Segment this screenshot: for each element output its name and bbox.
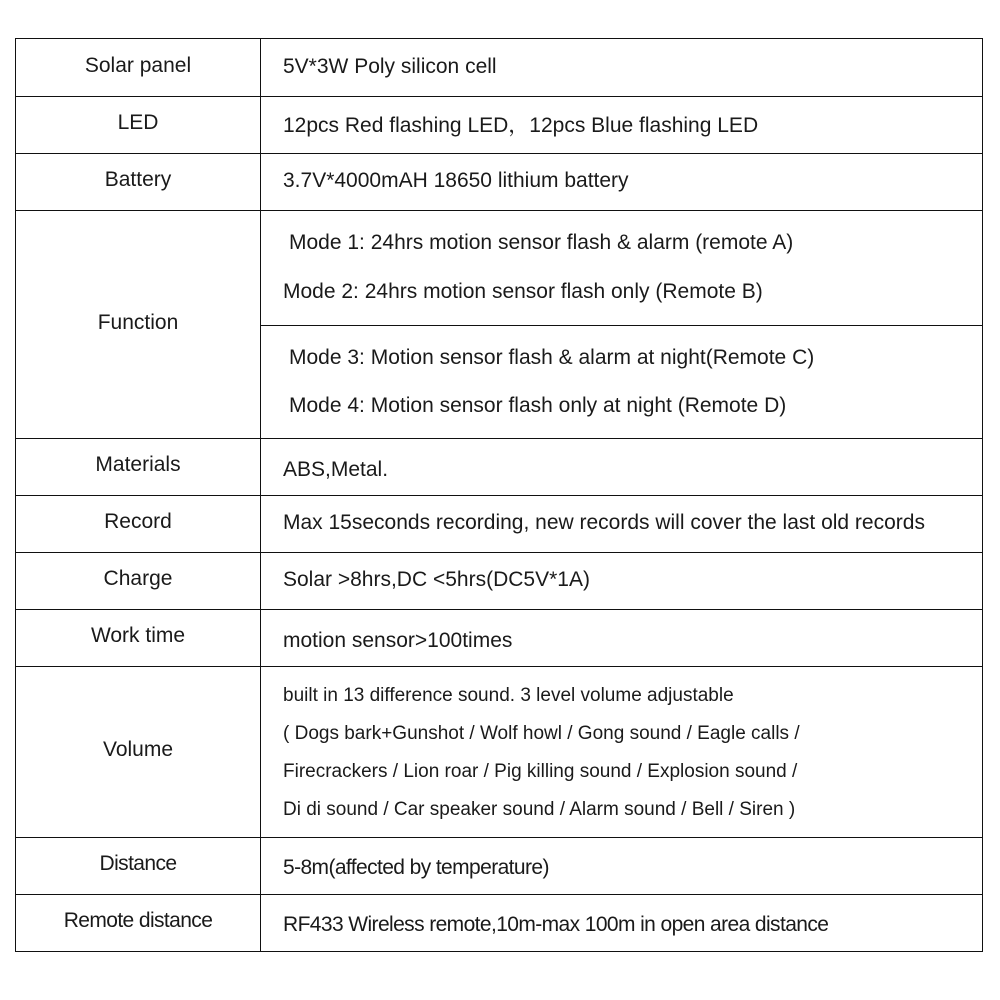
spec-value: 5-8m(affected by temperature): [283, 856, 549, 879]
spec-row-distance: [16, 837, 982, 894]
spec-label: Volume: [16, 667, 261, 837]
spec-row-materials: [16, 438, 982, 495]
spec-row-charge: [16, 552, 982, 609]
volume-line: Di di sound / Car speaker sound / Alarm sound / Bell / Siren ): [283, 799, 796, 820]
spec-label: Charge: [16, 553, 261, 609]
spec-label: Remote distance: [16, 895, 261, 951]
function-modes-group-24hrs: [261, 211, 982, 325]
spec-value: 3.7V*4000mAH 18650 lithium battery: [283, 169, 629, 192]
spec-label: Record: [16, 496, 261, 552]
spec-row-solar-panel: [16, 39, 982, 96]
spec-row-record: [16, 495, 982, 552]
volume-line: built in 13 difference sound. 3 level volume adjustable: [283, 685, 734, 706]
spec-value: ABS,Metal.: [283, 458, 389, 481]
volume-line: ( Dogs bark+Gunshot / Wolf howl / Gong sound / Eagle calls /: [283, 723, 800, 744]
spec-row-remote-distance: [16, 894, 982, 951]
spec-row-function: [16, 210, 982, 438]
spec-label: Distance: [16, 838, 261, 894]
spec-value: Solar >8hrs,DC <5hrs(DC5V*1A): [283, 568, 590, 591]
mode-item: Mode 4: Motion sensor flash only at night (Remote D): [289, 393, 787, 417]
spec-label: Work time: [16, 610, 261, 666]
function-modes-group-night: [261, 325, 982, 439]
spec-value: motion sensor>100times: [283, 629, 513, 652]
spec-row-work-time: [16, 609, 982, 666]
spec-row-led: [16, 96, 982, 153]
spec-value: 5V*3W Poly silicon cell: [283, 54, 497, 78]
volume-description: [261, 667, 982, 837]
mode-item: Mode 3: Motion sensor flash & alarm at night(Remote C): [289, 345, 815, 369]
spec-value: RF433 Wireless remote,10m-max 100m in open area distance: [283, 913, 829, 936]
spec-label: Function: [16, 211, 261, 438]
spec-label: Materials: [16, 439, 261, 495]
spec-value: Max 15seconds recording, new records will cover the last old records: [283, 511, 925, 534]
spec-label: LED: [16, 97, 261, 153]
spec-row-battery: [16, 153, 982, 210]
mode-item: Mode 2: 24hrs motion sensor flash only (Remote B): [283, 280, 763, 304]
spec-row-volume: [16, 666, 982, 837]
spec-label: Solar panel: [16, 39, 261, 96]
spec-value: 12pcs Red flashing LED，12pcs Blue flashing LED: [283, 114, 759, 137]
volume-line: Firecrackers / Lion roar / Pig killing sound / Explosion sound /: [283, 761, 798, 782]
spec-table: [15, 38, 983, 952]
function-modes: [261, 211, 982, 438]
spec-label: Battery: [16, 154, 261, 210]
mode-item: Mode 1: 24hrs motion sensor flash & alarm (remote A): [289, 231, 794, 255]
